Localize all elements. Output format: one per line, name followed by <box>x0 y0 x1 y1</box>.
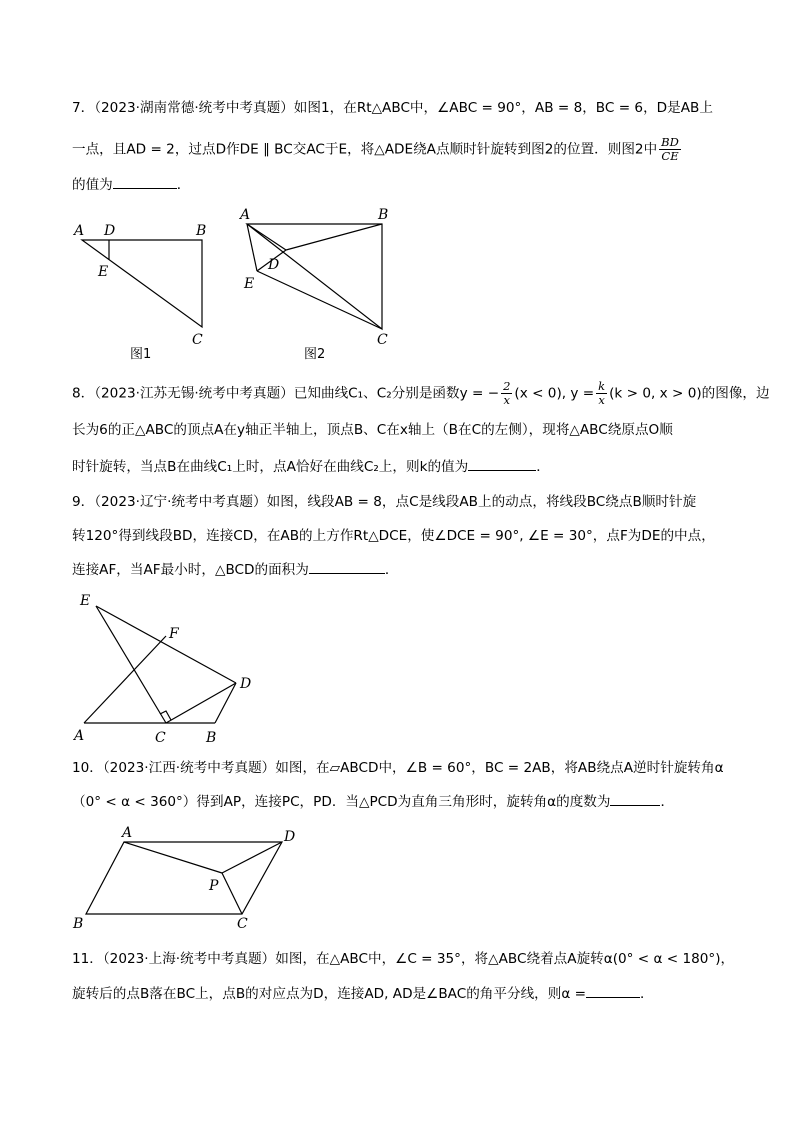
label-C: C <box>237 916 248 932</box>
q7-figure-2 <box>236 205 406 365</box>
label-C: C <box>377 332 388 348</box>
q7-fraction: $\frac{BD}{CE}$ <box>661 135 679 163</box>
label-B: B <box>378 207 389 223</box>
label-E: E <box>98 264 109 280</box>
label-A: A <box>240 207 251 223</box>
label-A: A <box>74 223 85 239</box>
q7-line-1: 7．（2023·湖南常德·统考中考真题）如图1，在Rt△ABC中，∠ABC = 90°，AB = 8，BC = 6，D是AB上 <box>72 100 713 116</box>
q10-figure <box>70 822 330 937</box>
label-D: D <box>104 223 116 239</box>
label-D: D <box>268 257 280 273</box>
label-A: A <box>122 825 133 841</box>
q9-figure <box>70 590 270 750</box>
q10-line-1: 10．（2023·江西·统考中考真题）如图，在▱ABCD中，∠B = 60°，BC = 2AB，将AB绕点A逆时针旋转角α <box>72 760 724 776</box>
label-D: D <box>284 829 296 845</box>
q7-answer-blank[interactable] <box>113 174 177 189</box>
q7-figure-1 <box>70 215 220 365</box>
label-B: B <box>73 916 84 932</box>
q9-answer-blank[interactable] <box>309 559 385 574</box>
q8-fraction-1: $\frac{2}{x}$ <box>503 379 511 407</box>
label-B: B <box>206 730 217 746</box>
label-E: E <box>244 276 255 292</box>
figure-1-caption: 图1 <box>130 347 152 362</box>
q10-answer-blank[interactable] <box>610 791 660 806</box>
q7-line-2: 一点，且AD = 2，过点D作DE ∥ BC交AC于E，将△ADE绕A点顺时针旋转到图2的位置．则图2中 $\frac{BD}{CE}$ <box>72 135 679 163</box>
figure-2-caption: 图2 <box>304 347 326 362</box>
q10-line-2: （0° < α < 360°）得到AP，连接PC，PD．当△PCD为直角三角形时，旋转角α的度数为 ． <box>72 791 674 812</box>
q8-line-3: 时针旋转，当点B在曲线C₁上时，点A恰好在曲线C₂上，则k的值为 ． <box>72 456 550 477</box>
label-C: C <box>192 332 203 348</box>
q8-fraction-2: $\frac{k}{x}$ <box>598 379 606 407</box>
label-E: E <box>80 593 91 609</box>
q11-answer-blank[interactable] <box>586 983 640 998</box>
q11-line-1: 11．（2023·上海·统考中考真题）如图，在△ABC中，∠C = 35°，将△ABC绕着点A旋转α(0° < α < 180°)， <box>72 951 735 967</box>
label-B: B <box>196 223 207 239</box>
q8-answer-blank[interactable] <box>468 456 536 471</box>
q7-line-3: 的值为 ． <box>72 174 190 195</box>
label-P: P <box>209 878 219 894</box>
label-D: D <box>240 676 252 692</box>
q8-line-1: 8．（2023·江苏无锡·统考中考真题）已知曲线C₁、C₂分别是函数y = − $\frac{2}{x}$ (x < 0), y = $\frac{k}{x}$ (k > 0, x > 0)的图像，边 <box>72 379 770 407</box>
label-A: A <box>74 728 85 744</box>
q9-line-2: 转120°得到线段BD，连接CD，在AB的上方作Rt△DCE，使∠DCE = 90°, ∠E = 30°，点F为DE的中点， <box>72 528 715 544</box>
label-F: F <box>169 626 179 642</box>
label-C: C <box>155 730 166 746</box>
q9-line-1: 9．（2023·辽宁·统考中考真题）如图，线段AB = 8，点C是线段AB上的动点，将线段BC绕点B顺时针旋 <box>72 494 697 510</box>
q9-line-3: 连接AF，当AF最小时，△BCD的面积为 ． <box>72 559 398 580</box>
q11-line-2: 旋转后的点B落在BC上，点B的对应点为D，连接AD, AD是∠BAC的角平分线，则α = ． <box>72 983 654 1004</box>
q8-line-2: 长为6的正△ABC的顶点A在y轴正半轴上，顶点B、C在x轴上（B在C的左侧），现将△ABC绕原点O顺 <box>72 422 673 438</box>
